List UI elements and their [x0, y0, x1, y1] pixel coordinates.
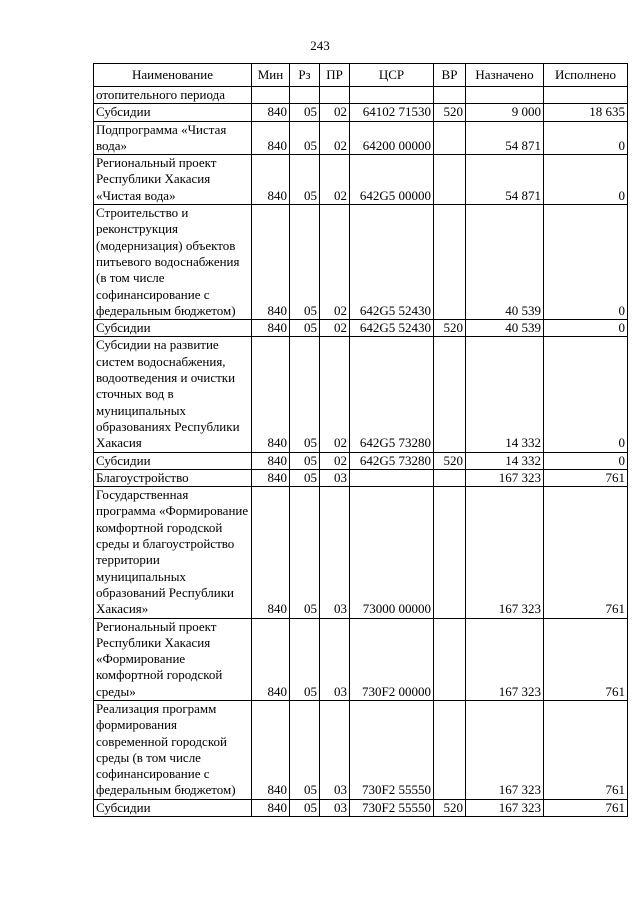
cell-vr: 520: [434, 452, 466, 469]
cell-min: 840: [252, 205, 290, 320]
table-row: [94, 121, 628, 155]
cell-csr: 642G5 52430: [350, 320, 434, 337]
cell-pr: 02: [320, 155, 350, 205]
cell-vr: [434, 618, 466, 700]
column-header-vr: ВР: [434, 64, 466, 87]
cell-min: 840: [252, 155, 290, 205]
table-row: [94, 155, 628, 205]
cell-csr: 64200 00000: [350, 121, 434, 155]
table-row: [94, 87, 628, 104]
cell-csr: 642G5 52430: [350, 205, 434, 320]
cell-min: 840: [252, 452, 290, 469]
cell-csr: 642G5 00000: [350, 155, 434, 205]
page-number: 243: [310, 38, 330, 53]
cell-vr: [434, 337, 466, 452]
cell-pr: 02: [320, 121, 350, 155]
cell-rz: 05: [290, 700, 320, 799]
cell-min: 840: [252, 337, 290, 452]
cell-rz: 05: [290, 205, 320, 320]
cell-vr: [434, 487, 466, 618]
cell-pr: 02: [320, 205, 350, 320]
cell-pr: 03: [320, 700, 350, 799]
table-row: [94, 618, 628, 700]
cell-min: 840: [252, 618, 290, 700]
cell-pr: 03: [320, 469, 350, 486]
cell-assigned: 14 332: [466, 452, 544, 469]
cell-csr: 730F2 55550: [350, 799, 434, 816]
cell-min: 840: [252, 799, 290, 816]
cell-assigned: 167 323: [466, 487, 544, 618]
cell-executed: 0: [544, 337, 628, 452]
table-row: [94, 487, 628, 618]
cell-rz: 05: [290, 337, 320, 452]
cell-assigned: 167 323: [466, 700, 544, 799]
cell-vr: 520: [434, 320, 466, 337]
cell-executed: [544, 87, 628, 104]
cell-executed: 761: [544, 487, 628, 618]
cell-rz: 05: [290, 618, 320, 700]
cell-pr: 02: [320, 337, 350, 452]
cell-vr: [434, 205, 466, 320]
cell-rz: [290, 87, 320, 104]
cell-pr: [320, 87, 350, 104]
cell-min: 840: [252, 487, 290, 618]
cell-name: Субсидии: [94, 799, 252, 816]
cell-csr: 730F2 00000: [350, 618, 434, 700]
table-row: [94, 700, 628, 799]
cell-vr: [434, 155, 466, 205]
cell-name: отопительного периода: [94, 87, 252, 104]
cell-rz: 05: [290, 799, 320, 816]
cell-name: Строительство и реконструкция (модернизация) объектов питьевого водоснабжения (в том числе софинансирование с федеральным бюджетом): [94, 205, 252, 320]
table-body: [94, 87, 628, 817]
cell-min: 840: [252, 469, 290, 486]
cell-rz: 05: [290, 469, 320, 486]
cell-rz: 05: [290, 155, 320, 205]
cell-vr: 520: [434, 799, 466, 816]
cell-executed: 0: [544, 320, 628, 337]
cell-executed: 761: [544, 799, 628, 816]
cell-vr: [434, 87, 466, 104]
cell-assigned: 167 323: [466, 618, 544, 700]
table-row: [94, 205, 628, 320]
cell-csr: 73000 00000: [350, 487, 434, 618]
cell-vr: [434, 700, 466, 799]
cell-csr: 730F2 55550: [350, 700, 434, 799]
cell-rz: 05: [290, 104, 320, 121]
cell-name: Региональный проект Республики Хакасия «Чистая вода»: [94, 155, 252, 205]
table-row: [94, 104, 628, 121]
column-header-csr: ЦСР: [350, 64, 434, 87]
column-header-assigned: Назначено: [466, 64, 544, 87]
cell-executed: 761: [544, 618, 628, 700]
cell-assigned: 167 323: [466, 799, 544, 816]
cell-name: Подпрограмма «Чистая вода»: [94, 121, 252, 155]
cell-rz: 05: [290, 487, 320, 618]
cell-vr: [434, 469, 466, 486]
cell-csr: [350, 87, 434, 104]
cell-pr: 03: [320, 799, 350, 816]
column-header-rz: Рз: [290, 64, 320, 87]
cell-name: Региональный проект Республики Хакасия «Формирование комфортной городской среды»: [94, 618, 252, 700]
cell-pr: 03: [320, 618, 350, 700]
cell-pr: 02: [320, 320, 350, 337]
table-row: [94, 469, 628, 486]
table-row: [94, 452, 628, 469]
cell-executed: 0: [544, 121, 628, 155]
cell-rz: 05: [290, 452, 320, 469]
table-header-row: [94, 64, 628, 87]
cell-assigned: 54 871: [466, 155, 544, 205]
cell-name: Субсидии: [94, 452, 252, 469]
cell-assigned: 9 000: [466, 104, 544, 121]
cell-min: 840: [252, 320, 290, 337]
cell-name: Субсидии: [94, 104, 252, 121]
cell-executed: 761: [544, 700, 628, 799]
budget-table: [93, 63, 628, 817]
cell-pr: 02: [320, 452, 350, 469]
cell-executed: 0: [544, 452, 628, 469]
cell-name: Благоустройство: [94, 469, 252, 486]
cell-csr: 642G5 73280: [350, 337, 434, 452]
cell-assigned: 40 539: [466, 205, 544, 320]
cell-rz: 05: [290, 320, 320, 337]
cell-name: Государственная программа «Формирование комфортной городской среды и благоустройство территории муниципальных образований Республики Хакасия»: [94, 487, 252, 618]
cell-assigned: 14 332: [466, 337, 544, 452]
cell-vr: 520: [434, 104, 466, 121]
cell-assigned: 54 871: [466, 121, 544, 155]
cell-executed: 18 635: [544, 104, 628, 121]
column-header-pr: ПР: [320, 64, 350, 87]
cell-assigned: 167 323: [466, 469, 544, 486]
cell-min: 840: [252, 700, 290, 799]
cell-csr: 64102 71530: [350, 104, 434, 121]
table-row: [94, 337, 628, 452]
column-header-name: Наименование: [94, 64, 252, 87]
cell-executed: 761: [544, 469, 628, 486]
table-row: [94, 799, 628, 816]
cell-executed: 0: [544, 205, 628, 320]
column-header-min: Мин: [252, 64, 290, 87]
cell-name: Субсидии: [94, 320, 252, 337]
cell-name: Реализация программ формирования современной городской среды (в том числе софинансирование с федеральным бюджетом): [94, 700, 252, 799]
cell-csr: [350, 469, 434, 486]
cell-min: [252, 87, 290, 104]
cell-assigned: 40 539: [466, 320, 544, 337]
cell-min: 840: [252, 104, 290, 121]
cell-min: 840: [252, 121, 290, 155]
cell-assigned: [466, 87, 544, 104]
cell-pr: 03: [320, 487, 350, 618]
cell-pr: 02: [320, 104, 350, 121]
cell-csr: 642G5 73280: [350, 452, 434, 469]
table-row: [94, 320, 628, 337]
cell-rz: 05: [290, 121, 320, 155]
column-header-executed: Исполнено: [544, 64, 628, 87]
cell-name: Субсидии на развитие систем водоснабжения, водоотведения и очистки сточных вод в муниципальных образованиях Республики Хакасия: [94, 337, 252, 452]
cell-executed: 0: [544, 155, 628, 205]
cell-vr: [434, 121, 466, 155]
